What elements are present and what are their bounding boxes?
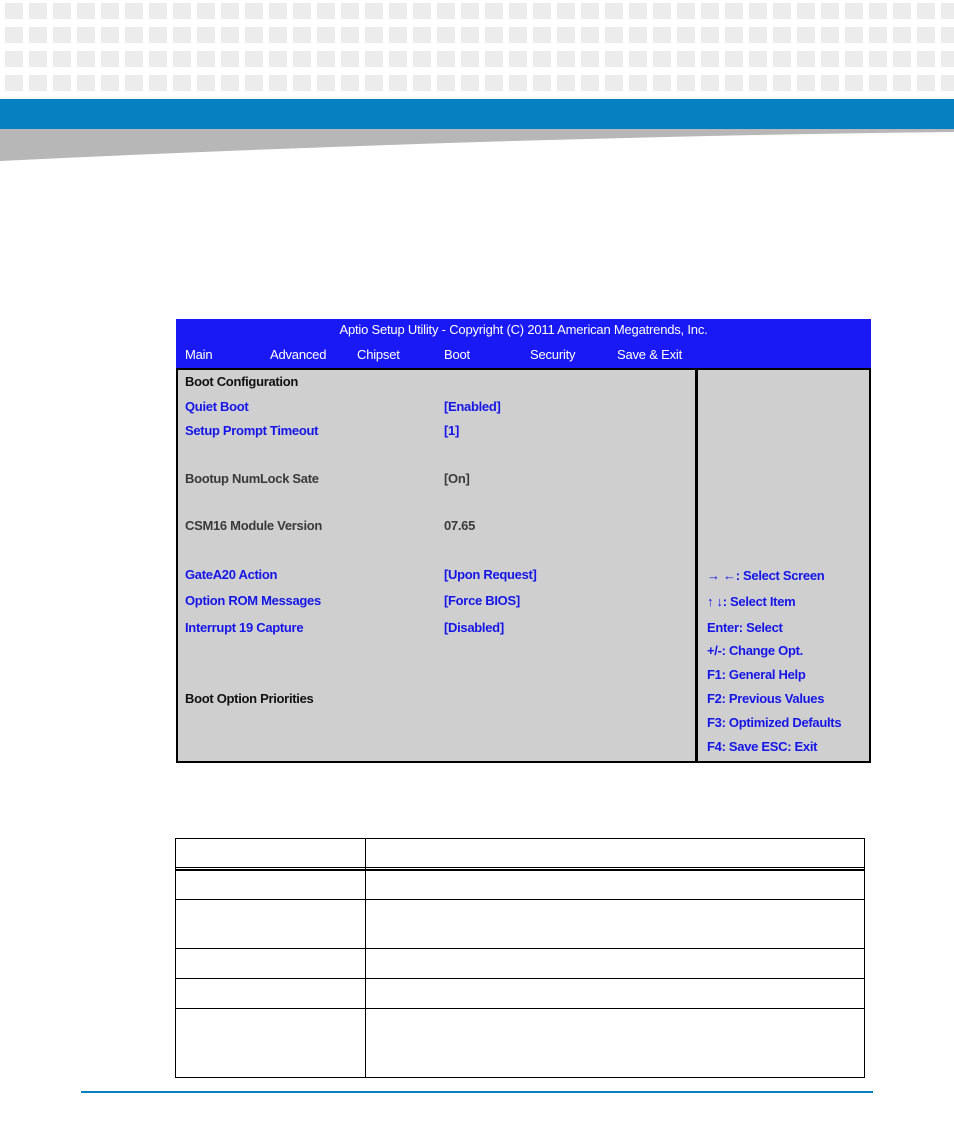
header-grid-square xyxy=(173,3,191,19)
table-column-divider xyxy=(365,839,366,1077)
header-grid-square xyxy=(677,51,695,67)
header-grid-square xyxy=(77,51,95,67)
header-grid-square xyxy=(917,3,935,19)
header-grid-square xyxy=(725,51,743,67)
header-grid-square xyxy=(917,51,935,67)
header-grid-square xyxy=(389,75,407,91)
header-grid-square xyxy=(893,75,911,91)
header-grid-square xyxy=(797,27,815,43)
header-grid-square xyxy=(29,75,47,91)
quiet-boot-label[interactable]: Quiet Boot xyxy=(185,399,249,414)
help-previous-values: F2: Previous Values xyxy=(707,691,825,706)
header-grid-square xyxy=(677,3,695,19)
header-grid-square xyxy=(29,27,47,43)
table-row-divider xyxy=(176,978,864,979)
setup-prompt-timeout-label[interactable]: Setup Prompt Timeout xyxy=(185,423,319,438)
table-row-divider xyxy=(176,948,864,949)
header-grid-square xyxy=(365,51,383,67)
bios-header xyxy=(176,319,871,368)
tab-security[interactable]: Security xyxy=(530,347,576,362)
header-grid-square xyxy=(509,3,527,19)
option-rom-label[interactable]: Option ROM Messages xyxy=(185,593,321,608)
header-grid-square xyxy=(941,3,954,19)
header-grid-square xyxy=(341,51,359,67)
header-grid-square xyxy=(869,3,887,19)
header-grid-square xyxy=(53,3,71,19)
header-grid-square xyxy=(461,51,479,67)
quiet-boot-value[interactable]: [Enabled] xyxy=(444,399,501,414)
header-grid-square xyxy=(293,51,311,67)
header-grid-square xyxy=(77,27,95,43)
header-grid-square xyxy=(101,75,119,91)
gatea20-value[interactable]: [Upon Request] xyxy=(444,567,537,582)
header-grid-square xyxy=(533,27,551,43)
tab-boot[interactable]: Boot xyxy=(444,347,470,362)
header-grid-square xyxy=(413,51,431,67)
header-grid-square xyxy=(245,51,263,67)
header-grid-square xyxy=(149,75,167,91)
header-grid-square xyxy=(845,75,863,91)
interrupt19-value[interactable]: [Disabled] xyxy=(444,620,504,635)
header-grid-square xyxy=(749,75,767,91)
header-dot-grid xyxy=(0,0,954,100)
header-grid-square xyxy=(389,3,407,19)
footer-rule xyxy=(81,1091,873,1093)
header-grid-square xyxy=(773,51,791,67)
help-select-item: ↑ ↓: Select Item xyxy=(707,594,796,609)
header-grid-square xyxy=(317,27,335,43)
header-grid-square xyxy=(101,3,119,19)
header-grid-square xyxy=(197,27,215,43)
header-grid-square xyxy=(365,27,383,43)
header-grid-square xyxy=(821,3,839,19)
header-grid-square xyxy=(269,75,287,91)
header-grid-square xyxy=(773,27,791,43)
header-grid-square xyxy=(869,27,887,43)
help-save-exit: F4: Save ESC: Exit xyxy=(707,739,818,754)
header-grid-square xyxy=(149,27,167,43)
header-grid-square xyxy=(293,75,311,91)
header-grid-square xyxy=(941,75,954,91)
header-grid-square xyxy=(269,27,287,43)
settings-pane xyxy=(178,370,698,761)
header-swoosh xyxy=(0,129,954,161)
numlock-value: [On] xyxy=(444,471,470,486)
header-grid-square xyxy=(749,51,767,67)
header-grid-square xyxy=(197,3,215,19)
header-grid-square xyxy=(749,27,767,43)
header-grid-square xyxy=(557,3,575,19)
header-grid-square xyxy=(533,51,551,67)
header-grid-square xyxy=(869,51,887,67)
header-grid-square xyxy=(605,51,623,67)
header-grid-square xyxy=(701,3,719,19)
header-grid-square xyxy=(533,3,551,19)
header-grid-square xyxy=(821,51,839,67)
option-rom-value[interactable]: [Force BIOS] xyxy=(444,593,520,608)
tab-advanced[interactable]: Advanced xyxy=(270,347,327,362)
header-grid-square xyxy=(221,27,239,43)
tab-main[interactable]: Main xyxy=(185,347,213,362)
csm16-version-label: CSM16 Module Version xyxy=(185,518,323,533)
header-grid-square xyxy=(341,3,359,19)
header-grid-square xyxy=(797,51,815,67)
header-grid-square xyxy=(173,51,191,67)
header-grid-square xyxy=(53,51,71,67)
header-grid-square xyxy=(197,75,215,91)
header-grid-square xyxy=(557,27,575,43)
header-grid-square xyxy=(941,27,954,43)
header-grid-square xyxy=(461,3,479,19)
gatea20-label[interactable]: GateA20 Action xyxy=(185,567,278,582)
header-grid-square xyxy=(5,51,23,67)
header-grid-square xyxy=(581,51,599,67)
header-grid-square xyxy=(29,3,47,19)
header-grid-square xyxy=(5,75,23,91)
boot-option-priorities-title: Boot Option Priorities xyxy=(185,691,314,706)
header-grid-square xyxy=(821,75,839,91)
header-grid-square xyxy=(845,51,863,67)
header-grid-square xyxy=(149,51,167,67)
header-grid-square xyxy=(485,27,503,43)
bios-setup-screen xyxy=(176,319,871,763)
header-grid-square xyxy=(5,27,23,43)
help-pane xyxy=(698,370,869,761)
setup-prompt-timeout-value[interactable]: [1] xyxy=(444,423,459,438)
header-grid-square xyxy=(269,3,287,19)
header-grid-square xyxy=(509,51,527,67)
header-grid-square xyxy=(317,51,335,67)
header-grid-square xyxy=(917,75,935,91)
header-grid-square xyxy=(917,27,935,43)
header-grid-square xyxy=(317,75,335,91)
header-grid-square xyxy=(245,3,263,19)
header-grid-square xyxy=(29,51,47,67)
header-grid-square xyxy=(653,51,671,67)
header-grid-square xyxy=(725,27,743,43)
header-grid-square xyxy=(701,51,719,67)
header-band xyxy=(0,99,954,129)
header-grid-square xyxy=(941,51,954,67)
header-grid-square xyxy=(845,27,863,43)
header-grid-square xyxy=(389,27,407,43)
header-grid-square xyxy=(293,3,311,19)
csm16-version-value: 07.65 xyxy=(444,518,476,533)
header-grid-square xyxy=(653,75,671,91)
header-grid-square xyxy=(461,27,479,43)
header-grid-square xyxy=(725,75,743,91)
header-grid-square xyxy=(893,3,911,19)
table-row-divider xyxy=(176,867,864,868)
header-grid-square xyxy=(437,51,455,67)
header-grid-square xyxy=(437,3,455,19)
header-grid-square xyxy=(701,75,719,91)
header-grid-square xyxy=(437,75,455,91)
help-general-help: F1: General Help xyxy=(707,667,806,682)
header-grid-square xyxy=(821,27,839,43)
numlock-label: Bootup NumLock Sate xyxy=(185,471,319,486)
header-grid-square xyxy=(773,3,791,19)
header-grid-square xyxy=(389,51,407,67)
header-grid-square xyxy=(77,75,95,91)
header-grid-square xyxy=(605,75,623,91)
header-grid-square xyxy=(533,75,551,91)
header-grid-square xyxy=(653,27,671,43)
header-grid-square xyxy=(893,27,911,43)
header-grid-square xyxy=(221,51,239,67)
header-grid-square xyxy=(101,27,119,43)
header-grid-square xyxy=(869,75,887,91)
header-grid-square xyxy=(749,3,767,19)
header-grid-square xyxy=(197,51,215,67)
header-grid-square xyxy=(653,3,671,19)
header-grid-square xyxy=(125,51,143,67)
interrupt19-label[interactable]: Interrupt 19 Capture xyxy=(185,620,304,635)
header-grid-square xyxy=(725,3,743,19)
header-grid-square xyxy=(413,27,431,43)
header-grid-square xyxy=(413,75,431,91)
header-grid-square xyxy=(797,75,815,91)
header-grid-square xyxy=(173,27,191,43)
header-grid-square xyxy=(509,75,527,91)
header-grid-square xyxy=(413,3,431,19)
header-grid-square xyxy=(341,75,359,91)
header-grid-square xyxy=(629,51,647,67)
header-grid-square xyxy=(701,27,719,43)
settings-table xyxy=(175,838,865,1078)
header-grid-square xyxy=(125,75,143,91)
header-grid-square xyxy=(293,27,311,43)
header-grid-square xyxy=(53,27,71,43)
header-grid-square xyxy=(509,27,527,43)
header-grid-square xyxy=(677,27,695,43)
help-change-opt: +/-: Change Opt. xyxy=(707,643,803,658)
header-grid-square xyxy=(581,27,599,43)
header-grid-square xyxy=(629,75,647,91)
header-grid-square xyxy=(557,75,575,91)
header-grid-square xyxy=(485,75,503,91)
header-grid-square xyxy=(677,75,695,91)
header-grid-square xyxy=(605,27,623,43)
header-grid-square xyxy=(581,75,599,91)
header-grid-square xyxy=(485,51,503,67)
header-grid-square xyxy=(605,3,623,19)
header-grid-square xyxy=(245,27,263,43)
header-grid-square xyxy=(365,75,383,91)
bios-body xyxy=(176,368,871,763)
header-grid-square xyxy=(269,51,287,67)
header-grid-square xyxy=(5,3,23,19)
bios-title: Aptio Setup Utility - Copyright (C) 2011 American Megatrends, Inc. xyxy=(339,322,708,337)
header-grid-square xyxy=(53,75,71,91)
help-optimized-defaults: F3: Optimized Defaults xyxy=(707,715,842,730)
section-title: Boot Configuration xyxy=(185,374,299,389)
header-grid-square xyxy=(173,75,191,91)
header-grid-square xyxy=(365,3,383,19)
header-grid-square xyxy=(557,51,575,67)
header-grid-square xyxy=(221,75,239,91)
table-header-rule xyxy=(176,869,864,871)
header-grid-square xyxy=(221,3,239,19)
header-grid-square xyxy=(437,27,455,43)
header-grid-square xyxy=(797,3,815,19)
header-grid-square xyxy=(149,3,167,19)
help-enter-select: Enter: Select xyxy=(707,620,783,635)
header-grid-square xyxy=(77,3,95,19)
header-grid-square xyxy=(245,75,263,91)
header-grid-square xyxy=(581,3,599,19)
header-grid-square xyxy=(485,3,503,19)
header-grid-square xyxy=(341,27,359,43)
header-grid-square xyxy=(461,75,479,91)
header-grid-square xyxy=(893,51,911,67)
header-grid-square xyxy=(125,27,143,43)
header-grid-square xyxy=(101,51,119,67)
table-row-divider xyxy=(176,1008,864,1009)
tab-save-exit[interactable]: Save & Exit xyxy=(617,347,682,362)
header-grid-square xyxy=(629,3,647,19)
header-grid-square xyxy=(317,3,335,19)
tab-chipset[interactable]: Chipset xyxy=(357,347,400,362)
header-grid-square xyxy=(629,27,647,43)
header-grid-square xyxy=(773,75,791,91)
table-row-divider xyxy=(176,899,864,900)
header-grid-square xyxy=(845,3,863,19)
help-select-screen: → ←: Select Screen xyxy=(707,568,825,583)
header-grid-square xyxy=(125,3,143,19)
